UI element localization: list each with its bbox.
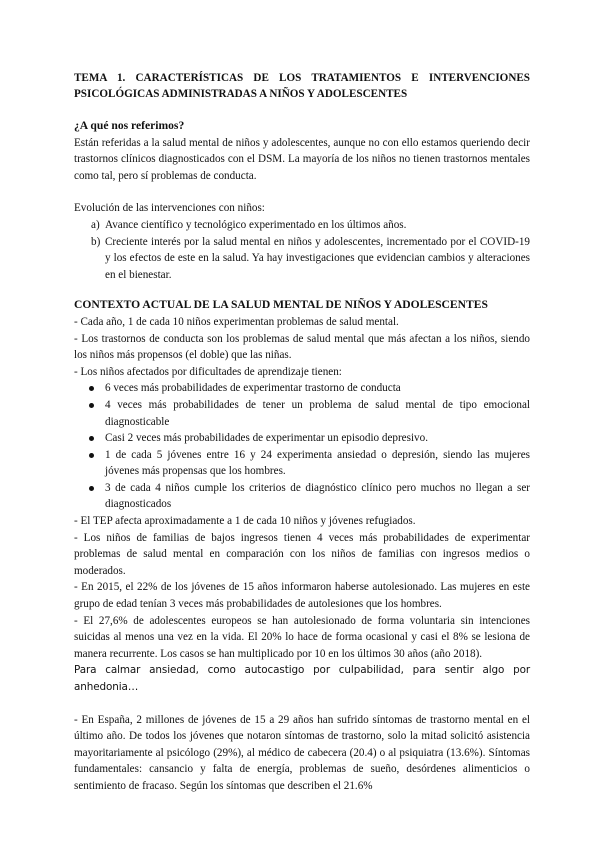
paragraph-line: - Los niños afectados por dificultades de aprendizaje tienen: xyxy=(74,365,342,378)
section-heading-contexto: CONTEXTO ACTUAL DE LA SALUD MENTAL DE NIÑOS Y ADOLESCENTES xyxy=(74,298,488,312)
list-item-text: Casi 2 veces más probabilidades de experimentar un episodio depresivo. xyxy=(105,432,428,445)
list-item-text: Avance científico y tecnológico experimentado en los últimos años. xyxy=(105,218,407,231)
list-item xyxy=(74,234,530,284)
paragraph-line: - El TEP afecta aproximadamente a 1 de cada 10 niños y jóvenes refugiados. xyxy=(74,515,416,528)
bullet-list xyxy=(74,380,530,513)
list-marker: a) xyxy=(91,218,100,231)
paragraph-line: - Cada año, 1 de cada 10 niños experimentan problemas de salud mental. xyxy=(74,315,399,328)
evolution-intro: Evolución de las intervenciones con niños: xyxy=(74,202,265,215)
list-item xyxy=(74,430,530,447)
section-heading-referimos: ¿A qué nos referimos? xyxy=(74,119,185,132)
list-item xyxy=(74,380,530,397)
document-page xyxy=(74,70,530,795)
list-item-text: 6 veces más probabilidades de experimentar trastorno de conducta xyxy=(105,382,401,395)
list-item xyxy=(74,217,530,234)
list-item xyxy=(74,480,530,513)
list-item xyxy=(74,397,530,430)
bullet-icon xyxy=(89,436,94,441)
paragraph-line: - En España, 2 millones de jóvenes de 15 a 29 años han sufrido síntomas de trastorno mental en el último año. De todos los jóvenes que notaron síntomas de trastorno, solo la mitad solicitó asistencia mayoritariamente al psicólogo (29%), al médico de cabecera (20.4) o al psiquiatra (13.6%). Síntomas fundamentales: cansancio y falta de energía, problemas de sueño, desórdenes alimenticios o sentimiento de fracaso. Según los síntomas que describen el 21.6% xyxy=(74,713,530,792)
paragraph-line: - Los trastornos de conducta son los problemas de salud mental que más afectan a los niños, siendo los niños más propensos (el doble) que las niñas. xyxy=(74,332,530,362)
evolution-list xyxy=(74,217,530,283)
bullet-icon xyxy=(89,453,94,458)
paragraph-line: - En 2015, el 22% de los jóvenes de 15 años informaron haberse autolesionado. Las mujeres en este grupo de edad tenían 3 veces más probabilidades de autolesiones que los hombres. xyxy=(74,581,530,611)
bullet-icon xyxy=(89,386,94,391)
paragraph-line: - Los niños de familias de bajos ingresos tienen 4 veces más probabilidades de experimentar problemas de salud mental en comparación con los niños de familias con ingresos medios o moderados. xyxy=(74,531,530,577)
bullet-icon xyxy=(89,486,94,491)
paragraph-line: - El 27,6% de adolescentes europeos se han autolesionado de forma voluntaria sin intenciones suicidas al menos una vez en la vida. El 20% lo hace de forma ocasional y casi el 8% se lesiona de manera recurrente. Los casos se han multiplicado por 10 en los últimos 30 años (año 2018). xyxy=(74,614,530,660)
list-item-text: 3 de cada 4 niños cumple los criterios de diagnóstico clínico pero muchos no llegan a ser diagnosticados xyxy=(105,481,530,511)
list-item-text: Creciente interés por la salud mental en niños y adolescentes, incrementado por el COVID-19 y los efectos de este en la salud. Ya hay investigaciones que evidencian cambios y alteraciones en el bienestar. xyxy=(105,235,530,281)
list-marker: b) xyxy=(91,235,101,248)
list-item-text: 1 de cada 5 jóvenes entre 16 y 24 experimenta ansiedad o depresión, siendo las mujeres jóvenes más propensas que los hombres. xyxy=(105,448,530,478)
handwritten-note: Para calmar ansiedad, como autocastigo por culpabilidad, para sentir algo por anhedonia… xyxy=(74,664,530,693)
list-item xyxy=(74,447,530,480)
intro-paragraph: Están referidas a la salud mental de niños y adolescentes, aunque no con ello estamos queriendo decir trastornos clínicos diagnosticados con el DSM. La mayoría de los niños no tienen trastornos mentales como tal, pero sí problemas de conducta. xyxy=(74,136,530,182)
list-item-text: 4 veces más probabilidades de tener un problema de salud mental de tipo emocional diagnosticable xyxy=(105,398,530,428)
bullet-icon xyxy=(89,403,94,408)
document-title: TEMA 1. CARACTERÍSTICAS DE LOS TRATAMIENTOS E INTERVENCIONES PSICOLÓGICAS ADMINISTRADAS A NIÑOS Y ADOLESCENTES xyxy=(74,72,530,100)
